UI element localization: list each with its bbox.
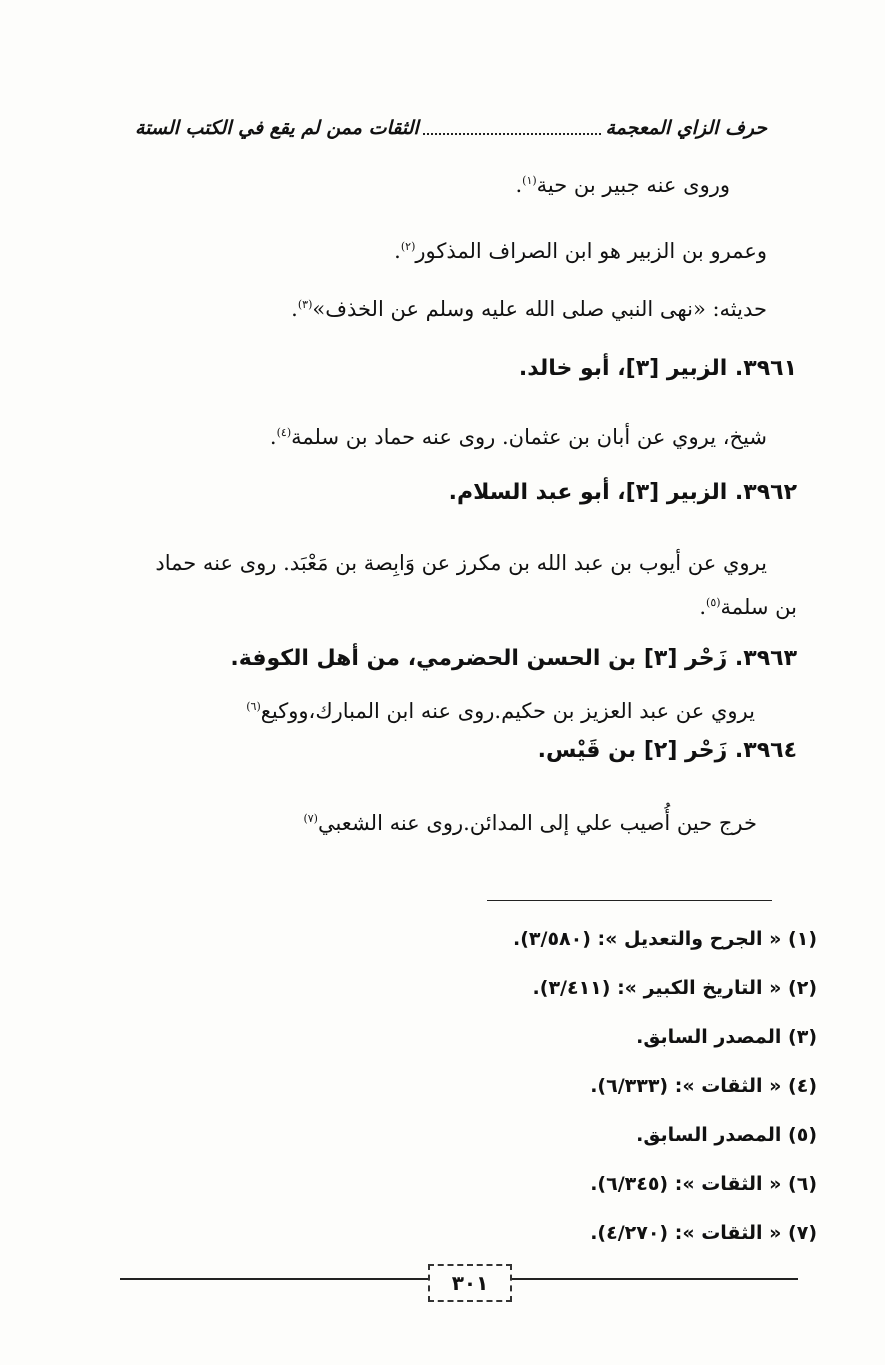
footnote-2: (٢) « التاريخ الكبير »: (٣/٤١١).	[532, 977, 817, 999]
text-line: شيخ، يروي عن أبان بن عثمان. روى عنه حماد بن سلمة$^{(٤)}$.	[269, 425, 767, 449]
running-header	[135, 112, 767, 144]
text-line: وروى عنه جبير بن حية$^{(١)}$.	[515, 173, 730, 197]
text-line: وعمرو بن الزبير هو ابن الصراف المذكور$^{(٢)}$.	[394, 239, 767, 263]
footnote-1: (١) « الجرح والتعديل »: (٣/٥٨٠).	[513, 928, 817, 950]
entry-heading-3963: ٣٩٦٣. زَحْر [٣] بن الحسن الحضرمي، من أهل الكوفة.	[230, 646, 797, 671]
text-line: حديثه: «نهى النبي صلى الله عليه وسلم عن الخذف»$^{(٣)}$.	[291, 297, 767, 321]
header-leader-dots	[423, 121, 602, 135]
text-line: خرج حين أُصيب علي إلى المدائن.روى عنه الشعبي$^{(٧)}$	[303, 811, 757, 835]
entry-heading-3961: ٣٩٦١. الزبير [٣]، أبو خالد.	[518, 356, 797, 381]
footnote-7: (٧) « الثقات »: (٤/٢٧٠).	[590, 1222, 817, 1244]
entry-heading-3964: ٣٩٦٤. زَحْر [٢] بن قَيْس.	[537, 738, 797, 763]
footnotes	[300, 915, 817, 1258]
footnote-6: (٦) « الثقات »: (٦/٣٤٥).	[590, 1173, 817, 1195]
text-line: بن سلمة$^{(٥)}$.	[699, 595, 797, 619]
text-line: يروي عن أيوب بن عبد الله بن مكرز عن وَابِصة بن مَعْبَد. روى عنه حماد	[155, 551, 767, 575]
header-book-title: الثقات ممن لم يقع في الكتب الستة	[135, 117, 419, 139]
page-number: ٣٠١	[428, 1264, 512, 1302]
footnote-separator	[487, 900, 772, 901]
header-chapter-title: حرف الزاي المعجمة	[605, 117, 767, 139]
entry-heading-3962: ٣٩٦٢. الزبير [٣]، أبو عبد السلام.	[448, 480, 797, 505]
footnote-3: (٣) المصدر السابق.	[636, 1026, 817, 1048]
footnote-4: (٤) « الثقات »: (٦/٣٣٣).	[590, 1075, 817, 1097]
footnote-5: (٥) المصدر السابق.	[636, 1124, 817, 1146]
text-line: يروي عن عبد العزيز بن حكيم.روى عنه ابن المبارك،ووكيع$^{(٦)}$	[246, 699, 755, 723]
